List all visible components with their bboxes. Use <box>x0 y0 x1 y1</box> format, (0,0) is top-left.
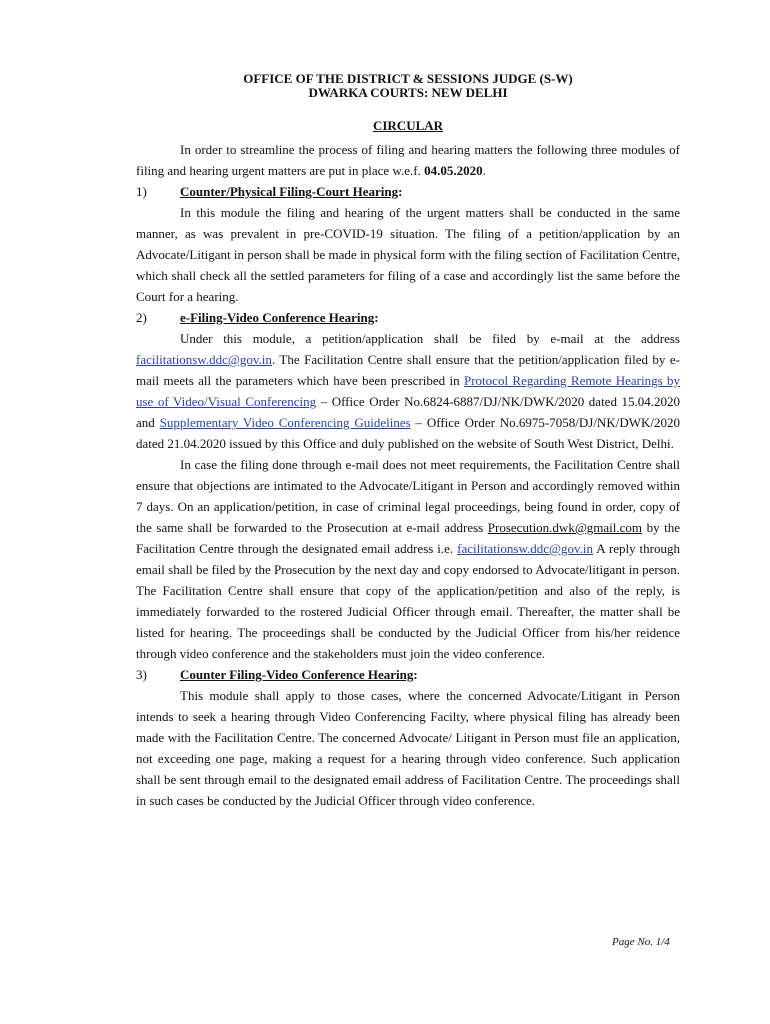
page-number: Page No. 1/4 <box>612 936 670 948</box>
section-2-title <box>180 307 379 328</box>
section-1-title <box>180 181 402 202</box>
facilitation-email-link-2[interactable]: facilitationsw.ddc@gov.in <box>457 541 594 556</box>
section-2-paragraph-1 <box>136 328 680 454</box>
section-2-number: 2) <box>136 310 147 325</box>
section-1-body: In this module the filing and hearing of the urgent matters shall be conducted in the same manner, as was prevalent in pre-COVID-19 situation. The filing of a petition/application by an Advocate/Litigant in person shall be made in physical form with the filing section of Facilitation Centre, which shall check all the settled parameters for filing of a case and accordingly list the same before the Court for a hearing. <box>136 205 680 304</box>
section-2-p2-text-b: by the Facilitation Centre through the designated email address i.e. <box>136 520 681 556</box>
intro-end: . <box>482 163 486 178</box>
section-3-heading <box>136 664 680 685</box>
section-2-p2-text-a: In case the filing done through e-mail does not meet requirements, the Facilitation Centre shall ensure that objections are intimated to the Advocate/Litigant in Person and accordingly removed within 7 days. On an application/petition, in case of criminal legal proceedings, being found in order, copy of the same shall be forwarded to the Prosecution at e-mail address <box>136 457 680 535</box>
section-3-number: 3) <box>136 667 147 682</box>
effective-date: 04.05.2020 <box>424 163 483 178</box>
circular-title: CIRCULAR <box>372 118 444 133</box>
document-content <box>136 72 680 811</box>
facilitation-email-link[interactable]: facilitationsw.ddc@gov.in <box>136 352 272 367</box>
section-2-heading <box>136 307 680 328</box>
section-2-paragraph-2 <box>136 454 680 664</box>
section-2-p1-text-a: Under this module, a petition/application shall be filed by e-mail at the address <box>180 331 680 346</box>
supplementary-guidelines-link[interactable]: Supplementary Video Conferencing Guidelines <box>159 415 411 430</box>
section-3-body: This module shall apply to those cases, where the concerned Advocate/Litigant in Person intends to seek a hearing through Video Conferencing Facilty, where physical filing has already been made with the Facilitation Centre. The concerned Advocate/ Litigant in Person must file an application, not exceeding one page, making a request for a hearing through video conference. Such application shall be sent through email to the designated email address of Facilitation Centre. The proceedings shall in such cases be conducted by the Judicial Officer through video conference. <box>136 688 680 808</box>
section-1-heading <box>136 181 680 202</box>
section-2-p1-text-c: – Office Order No.6824-6887/DJ/NK/DWK/2020 dated 15.04.2020 and <box>136 394 681 430</box>
intro-paragraph <box>136 139 680 181</box>
office-heading: OFFICE OF THE DISTRICT & SESSIONS JUDGE (S-W) <box>243 71 573 86</box>
court-heading: DWARKA COURTS: NEW DELHI <box>308 85 508 100</box>
section-1-colon: : <box>398 184 403 199</box>
section-2-title-text: e-Filing-Video Conference Hearing <box>180 310 375 325</box>
section-2-p2-text-c: A reply through email shall be filed by the Prosecution by the next day and copy endorsed to Advocate/litigant in person. The Facilitation Centre shall ensure that copy of the application/petition and also of the reply, is immediately forwarded to the rostered Judicial Officer through email. Thereafter, the matter shall be listed for hearing. The proceedings shall be conducted by the Judicial Officer from his/her reidence through video conference and the stakeholders must join the video conference. <box>136 541 680 661</box>
section-2-colon: : <box>374 310 379 325</box>
section-1-number: 1) <box>136 184 147 199</box>
section-2-p1-text-b: . The Facilitation Centre shall ensure that the petition/application filed by e-mail meets all the parameters which have been prescribed in <box>136 352 680 388</box>
section-3-title-text: Counter Filing-Video Conference Hearing <box>180 667 414 682</box>
section-3-colon: : <box>413 667 418 682</box>
protocol-remote-hearings-link[interactable]: Protocol Regarding Remote Hearings by use of Video/Visual Conferencing <box>136 373 680 409</box>
section-2-p1-text-d: – Office Order No.6975-7058/DJ/NK/DWK/2020 dated 21.04.2020 issued by this Office and duly published on the website of South West District, Delhi. <box>136 415 680 451</box>
section-3-title <box>180 664 418 685</box>
prosecution-email[interactable]: Prosecution.dwk@gmail.com <box>487 520 643 535</box>
intro-text: In order to streamline the process of filing and hearing matters the following three modules of filing and hearing urgent matters are put in place w.e.f. <box>136 142 680 178</box>
section-1-title-text: Counter/Physical Filing-Court Hearing <box>180 184 399 199</box>
